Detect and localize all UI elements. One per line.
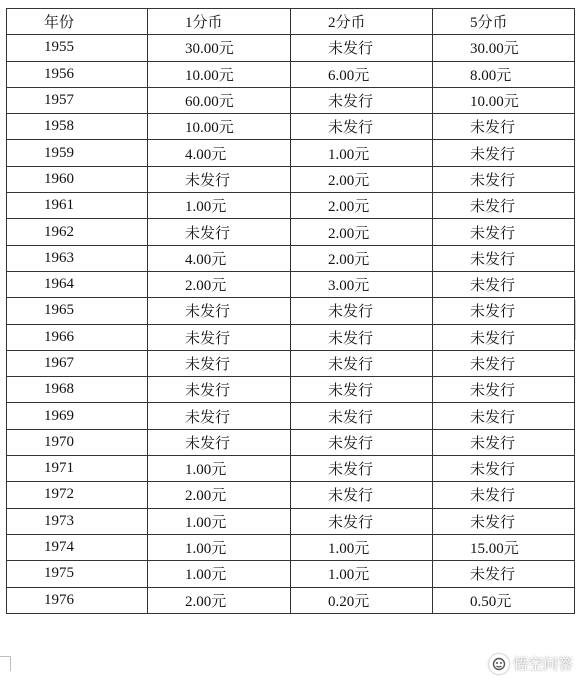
- one-fen-cell: 2.00元: [148, 482, 291, 508]
- page-edge-mark: [575, 300, 579, 340]
- two-fen-cell: 6.00元: [291, 61, 433, 87]
- year-cell: 1967: [7, 350, 148, 376]
- one-fen-cell: 4.00元: [148, 245, 291, 271]
- two-fen-cell: 1.00元: [291, 534, 433, 560]
- two-fen-cell: 未发行: [291, 298, 433, 324]
- table-row: [7, 456, 575, 482]
- five-fen-cell: 未发行: [433, 377, 575, 403]
- table-row: [7, 403, 575, 429]
- two-fen-cell: 未发行: [291, 87, 433, 113]
- one-fen-cell: 1.00元: [148, 193, 291, 219]
- table-row: [7, 245, 575, 271]
- two-fen-cell: 未发行: [291, 403, 433, 429]
- year-cell: 1961: [7, 193, 148, 219]
- table-row: [7, 534, 575, 560]
- table-row: [7, 587, 575, 613]
- year-cell: 1965: [7, 298, 148, 324]
- five-fen-cell: 15.00元: [433, 534, 575, 560]
- five-fen-cell: 未发行: [433, 140, 575, 166]
- one-fen-cell: 30.00元: [148, 35, 291, 61]
- year-cell: 1957: [7, 87, 148, 113]
- two-fen-cell: 未发行: [291, 429, 433, 455]
- one-fen-cell: 未发行: [148, 298, 291, 324]
- two-fen-cell: 未发行: [291, 114, 433, 140]
- five-fen-cell: 未发行: [433, 166, 575, 192]
- one-fen-cell: 未发行: [148, 324, 291, 350]
- year-cell: 1955: [7, 35, 148, 61]
- year-cell: 1958: [7, 114, 148, 140]
- two-fen-cell: 1.00元: [291, 140, 433, 166]
- year-cell: 1973: [7, 508, 148, 534]
- five-fen-cell: 8.00元: [433, 61, 575, 87]
- table-row: [7, 87, 575, 113]
- five-fen-cell: 未发行: [433, 114, 575, 140]
- one-fen-cell: 1.00元: [148, 561, 291, 587]
- one-fen-cell: 未发行: [148, 350, 291, 376]
- table-row: [7, 350, 575, 376]
- table-row: [7, 114, 575, 140]
- two-fen-cell: 未发行: [291, 456, 433, 482]
- watermark: [489, 653, 573, 674]
- one-fen-cell: 未发行: [148, 429, 291, 455]
- one-fen-cell: 1.00元: [148, 508, 291, 534]
- table-row: [7, 61, 575, 87]
- two-fen-cell: 未发行: [291, 35, 433, 61]
- one-fen-cell: 2.00元: [148, 587, 291, 613]
- year-cell: 1969: [7, 403, 148, 429]
- table-row: [7, 140, 575, 166]
- five-fen-cell: 30.00元: [433, 35, 575, 61]
- table-row: [7, 298, 575, 324]
- year-cell: 1968: [7, 377, 148, 403]
- table-row: [7, 377, 575, 403]
- five-fen-cell: 未发行: [433, 298, 575, 324]
- two-fen-cell: 0.20元: [291, 587, 433, 613]
- two-fen-cell: 未发行: [291, 324, 433, 350]
- one-fen-cell: 10.00元: [148, 61, 291, 87]
- two-fen-cell: 3.00元: [291, 271, 433, 297]
- five-fen-cell: 10.00元: [433, 87, 575, 113]
- table-row: [7, 271, 575, 297]
- five-fen-cell: 未发行: [433, 193, 575, 219]
- one-fen-cell: 1.00元: [148, 534, 291, 560]
- year-cell: 1963: [7, 245, 148, 271]
- five-fen-cell: 未发行: [433, 403, 575, 429]
- header-1-fen: 1分币: [148, 9, 291, 35]
- five-fen-cell: 未发行: [433, 429, 575, 455]
- watermark-text: 悟空问答: [512, 655, 573, 673]
- year-cell: 1962: [7, 219, 148, 245]
- header-5-fen: 5分币: [433, 9, 575, 35]
- year-cell: 1975: [7, 561, 148, 587]
- two-fen-cell: 1.00元: [291, 561, 433, 587]
- year-cell: 1972: [7, 482, 148, 508]
- two-fen-cell: 未发行: [291, 350, 433, 376]
- year-cell: 1970: [7, 429, 148, 455]
- five-fen-cell: 未发行: [433, 271, 575, 297]
- one-fen-cell: 10.00元: [148, 114, 291, 140]
- table-row: [7, 193, 575, 219]
- year-cell: 1959: [7, 140, 148, 166]
- header-2-fen: 2分币: [291, 9, 433, 35]
- five-fen-cell: 未发行: [433, 482, 575, 508]
- five-fen-cell: 0.50元: [433, 587, 575, 613]
- five-fen-cell: 未发行: [433, 245, 575, 271]
- one-fen-cell: 1.00元: [148, 456, 291, 482]
- table-row: [7, 482, 575, 508]
- two-fen-cell: 2.00元: [291, 245, 433, 271]
- one-fen-cell: 未发行: [148, 377, 291, 403]
- table-row: [7, 508, 575, 534]
- year-cell: 1976: [7, 587, 148, 613]
- year-cell: 1960: [7, 166, 148, 192]
- one-fen-cell: 4.00元: [148, 140, 291, 166]
- two-fen-cell: 未发行: [291, 508, 433, 534]
- five-fen-cell: 未发行: [433, 324, 575, 350]
- two-fen-cell: 2.00元: [291, 166, 433, 192]
- year-cell: 1956: [7, 61, 148, 87]
- five-fen-cell: 未发行: [433, 219, 575, 245]
- year-cell: 1966: [7, 324, 148, 350]
- table-row: [7, 324, 575, 350]
- five-fen-cell: 未发行: [433, 456, 575, 482]
- table-body: [7, 35, 575, 614]
- two-fen-cell: 未发行: [291, 377, 433, 403]
- table-row: [7, 166, 575, 192]
- wukong-logo-icon: [489, 654, 509, 674]
- two-fen-cell: 2.00元: [291, 219, 433, 245]
- two-fen-cell: 2.00元: [291, 193, 433, 219]
- two-fen-cell: 未发行: [291, 482, 433, 508]
- table-row: [7, 429, 575, 455]
- table-row: [7, 35, 575, 61]
- five-fen-cell: 未发行: [433, 350, 575, 376]
- one-fen-cell: 60.00元: [148, 87, 291, 113]
- year-cell: 1964: [7, 271, 148, 297]
- one-fen-cell: 未发行: [148, 219, 291, 245]
- table-header-row: [7, 9, 575, 35]
- page-corner-mark: [0, 656, 11, 671]
- year-cell: 1971: [7, 456, 148, 482]
- coin-price-table: [6, 8, 575, 614]
- one-fen-cell: 未发行: [148, 403, 291, 429]
- one-fen-cell: 2.00元: [148, 271, 291, 297]
- table-row: [7, 561, 575, 587]
- one-fen-cell: 未发行: [148, 166, 291, 192]
- five-fen-cell: 未发行: [433, 561, 575, 587]
- table-row: [7, 219, 575, 245]
- five-fen-cell: 未发行: [433, 508, 575, 534]
- year-cell: 1974: [7, 534, 148, 560]
- header-year: 年份: [7, 9, 148, 35]
